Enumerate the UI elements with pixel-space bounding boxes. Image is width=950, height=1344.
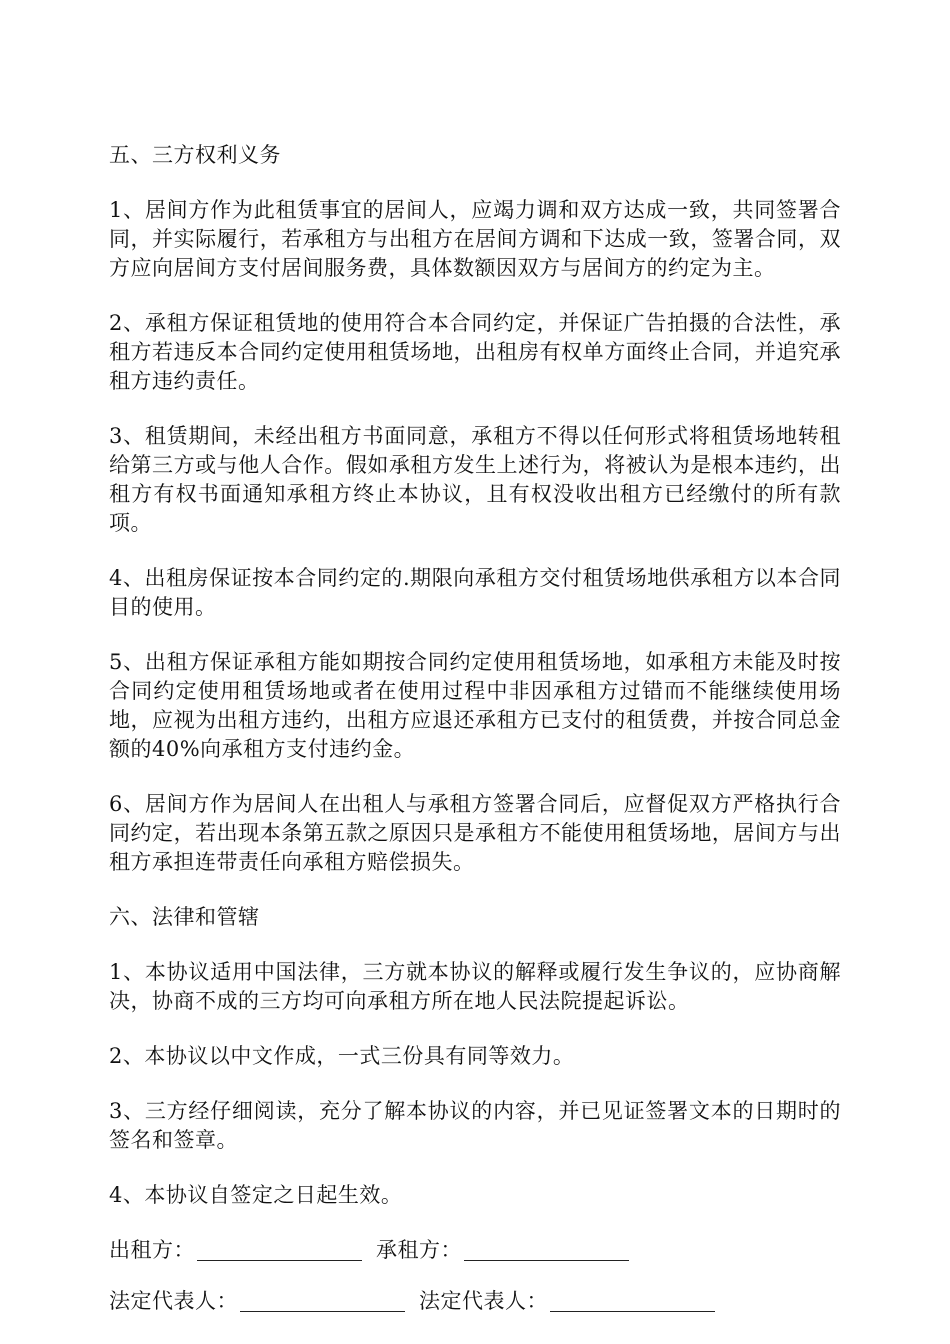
section-5-item-1: 1、居间方作为此租赁事宜的居间人，应竭力调和双方达成一致，共同签署合同，并实际履行，若承租方与出租方在居间方调和下达成一致，签署合同，双方应向居间方支付居间服务费，具体数额因双方与居间方的约定为主。 <box>109 198 841 280</box>
section-6-heading: 六、法律和管辖 <box>109 905 260 929</box>
section-5-item-2: 2、承租方保证租赁地的使用符合本合同约定，并保证广告拍摄的合法性，承租方若违反本合同约定使用租赁场地，出租房有权单方面终止合同，并追究承租方违约责任。 <box>109 311 841 393</box>
section-6-item-4: 4、本协议自签定之日起生效。 <box>109 1183 403 1207</box>
section-6-item-1: 1、本协议适用中国法律，三方就本协议的解释或履行发生争议的，应协商解决，协商不成的三方均可向承租方所在地人民法院提起诉讼。 <box>109 960 841 1013</box>
section-5-item-6: 6、居间方作为居间人在出租人与承租方签署合同后，应督促双方严格执行合同约定，若出现本条第五款之原因只是承租方不能使用租赁场地，居间方与出租方承担连带责任向承租方赔偿损失。 <box>109 792 841 874</box>
lessor-label: 出租方： <box>109 1238 195 1262</box>
lessee-rep-label: 法定代表人： <box>419 1289 548 1313</box>
lessee-label: 承租方： <box>376 1238 462 1262</box>
lessor-rep-label: 法定代表人： <box>109 1289 238 1313</box>
section-5-item-5: 5、出租方保证承租方能如期按合同约定使用租赁场地，如承租方未能及时按合同约定使用租赁场地或者在使用过程中非因承租方过错而不能继续使用场地，应视为出租方违约，出租方应退还承租方已支付的租赁费，并按合同总金额的40%向承租方支付违约金。 <box>109 650 841 761</box>
document-body <box>109 141 841 1338</box>
lessor-rep-signature-line <box>240 1291 405 1312</box>
section-5-item-4: 4、出租房保证按本合同约定的.期限向承租方交付租赁场地供承租方以本合同目的使用。 <box>109 566 841 619</box>
lessee-signature-line <box>464 1240 629 1261</box>
lessor-signature-line <box>197 1240 362 1261</box>
section-6-item-3: 3、三方经仔细阅读，充分了解本协议的内容，并已见证签署文本的日期时的签名和签章。 <box>109 1099 841 1152</box>
signature-row-parties <box>109 1236 841 1265</box>
signature-row-representatives <box>109 1287 841 1316</box>
section-5-heading: 五、三方权利义务 <box>109 143 281 167</box>
section-5-item-3: 3、租赁期间，未经出租方书面同意，承租方不得以任何形式将租赁场地转租给第三方或与他人合作。假如承租方发生上述行为，将被认为是根本违约，出租方有权书面通知承租方终止本协议，且有权没收出租方已经缴付的所有款项。 <box>109 424 841 535</box>
section-6-item-2: 2、本协议以中文作成，一式三份具有同等效力。 <box>109 1044 575 1068</box>
lessee-rep-signature-line <box>550 1291 715 1312</box>
